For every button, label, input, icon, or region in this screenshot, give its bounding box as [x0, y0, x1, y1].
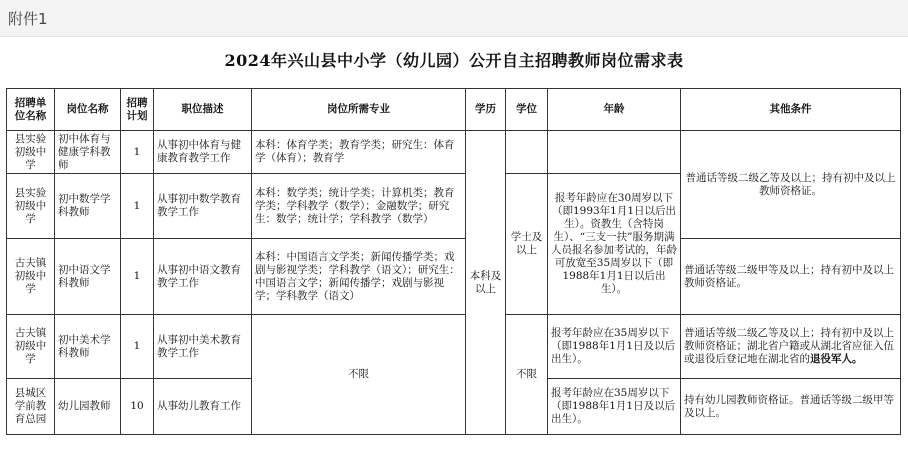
cell-count: 1 — [121, 131, 154, 174]
header-other: 其他条件 — [681, 89, 901, 131]
table-row — [7, 315, 901, 379]
header-edu: 学历 — [466, 89, 506, 131]
cell-post: 初中数学学科教师 — [55, 174, 121, 239]
cell-count: 1 — [121, 315, 154, 379]
recruitment-table — [6, 88, 901, 435]
cell-degree-none: 不限 — [506, 315, 548, 435]
header-unit: 招聘单位名称 — [7, 89, 55, 131]
cell-other-a: 普通话等级二级乙等及以上；持有初中及以上教师资格证。 — [681, 131, 901, 239]
cell-post: 初中语文学科教师 — [55, 239, 121, 315]
header-post: 岗位名称 — [55, 89, 121, 131]
cell-desc: 从事幼儿教育工作 — [154, 379, 252, 435]
header-count: 招聘计划 — [121, 89, 154, 131]
cell-desc: 从事初中语文教育教学工作 — [154, 239, 252, 315]
cell-other-d: 持有幼儿园教师资格证。普通话等级二级甲等及以上。 — [681, 379, 901, 435]
cell-unit: 古夫镇初级中学 — [7, 239, 55, 315]
cell-count: 10 — [121, 379, 154, 435]
header-desc: 职位描述 — [154, 89, 252, 131]
cell-major: 本科：数学类；统计学类；计算机类；教育学类；学科教学（数学）；金融数学；研究生：数学；统计学；学科教学（数学） — [252, 174, 466, 239]
table-row — [7, 131, 901, 174]
attachment-bar — [0, 0, 908, 37]
header-major: 岗位所需专业 — [252, 89, 466, 131]
cell-degree-merged: 学士及以上 — [506, 174, 548, 315]
cell-desc: 从事初中美术教育教学工作 — [154, 315, 252, 379]
cell-other-c — [681, 315, 901, 379]
header-degree: 学位 — [506, 89, 548, 131]
cell-unit: 县实验初级中学 — [7, 174, 55, 239]
table-title: 2024年兴山县中小学（幼儿园）公开自主招聘教师岗位需求表 — [224, 51, 684, 70]
other-c-text: 普通话等级二级乙等及以上；持有初中及以上教师资格证；湖北省户籍或从湖北省应征入伍或退役后登记地在湖北省的 — [684, 327, 894, 365]
cell-major-none: 不限 — [252, 315, 466, 435]
cell-desc: 从事初中数学教育教学工作 — [154, 174, 252, 239]
cell-age-merged: 报考年龄应在30周岁以下（即1993年1月1日以后出生）。资教生（含特岗生）、“三支一扶”服务期满人员报名参加考试的，年龄可放宽至35周岁以下（即1988年1月1日以后出生）。 — [548, 174, 681, 315]
table-row — [7, 239, 901, 315]
cell-count: 1 — [121, 174, 154, 239]
cell-unit: 县实验初级中学 — [7, 131, 55, 174]
cell-age-blank — [548, 131, 681, 174]
cell-post: 幼儿园教师 — [55, 379, 121, 435]
cell-age-35b: 报考年龄应在35周岁以下（即1988年1月1日及以后出生）。 — [548, 379, 681, 435]
cell-post: 初中体育与健康学科教师 — [55, 131, 121, 174]
header-age: 年龄 — [548, 89, 681, 131]
header-row — [7, 89, 901, 131]
cell-unit: 古夫镇初级中学 — [7, 315, 55, 379]
cell-other-b: 普通话等级二级甲等及以上；持有初中及以上教师资格证。 — [681, 239, 901, 315]
cell-major: 本科：中国语言文学类；新闻传播学类；戏剧与影视学类；学科教学（语文）；研究生：中国语言文学；新闻传播学；戏剧与影视学；学科教学（语文） — [252, 239, 466, 315]
cell-edu-merged: 本科及以上 — [466, 131, 506, 435]
other-c-bold-text: 退役军人。 — [810, 353, 863, 365]
cell-degree-blank — [506, 131, 548, 174]
cell-major: 本科：体育学类；教育学类；研究生：体育学（体育）；教育学 — [252, 131, 466, 174]
attachment-label: 附件1 — [8, 10, 48, 28]
cell-desc: 从事初中体育与健康教育教学工作 — [154, 131, 252, 174]
cell-post: 初中美术学科教师 — [55, 315, 121, 379]
cell-unit: 县城区学前教育总园 — [7, 379, 55, 435]
cell-count: 1 — [121, 239, 154, 315]
cell-age-35a: 报考年龄应在35周岁以下（即1988年1月1日及以后出生）。 — [548, 315, 681, 379]
